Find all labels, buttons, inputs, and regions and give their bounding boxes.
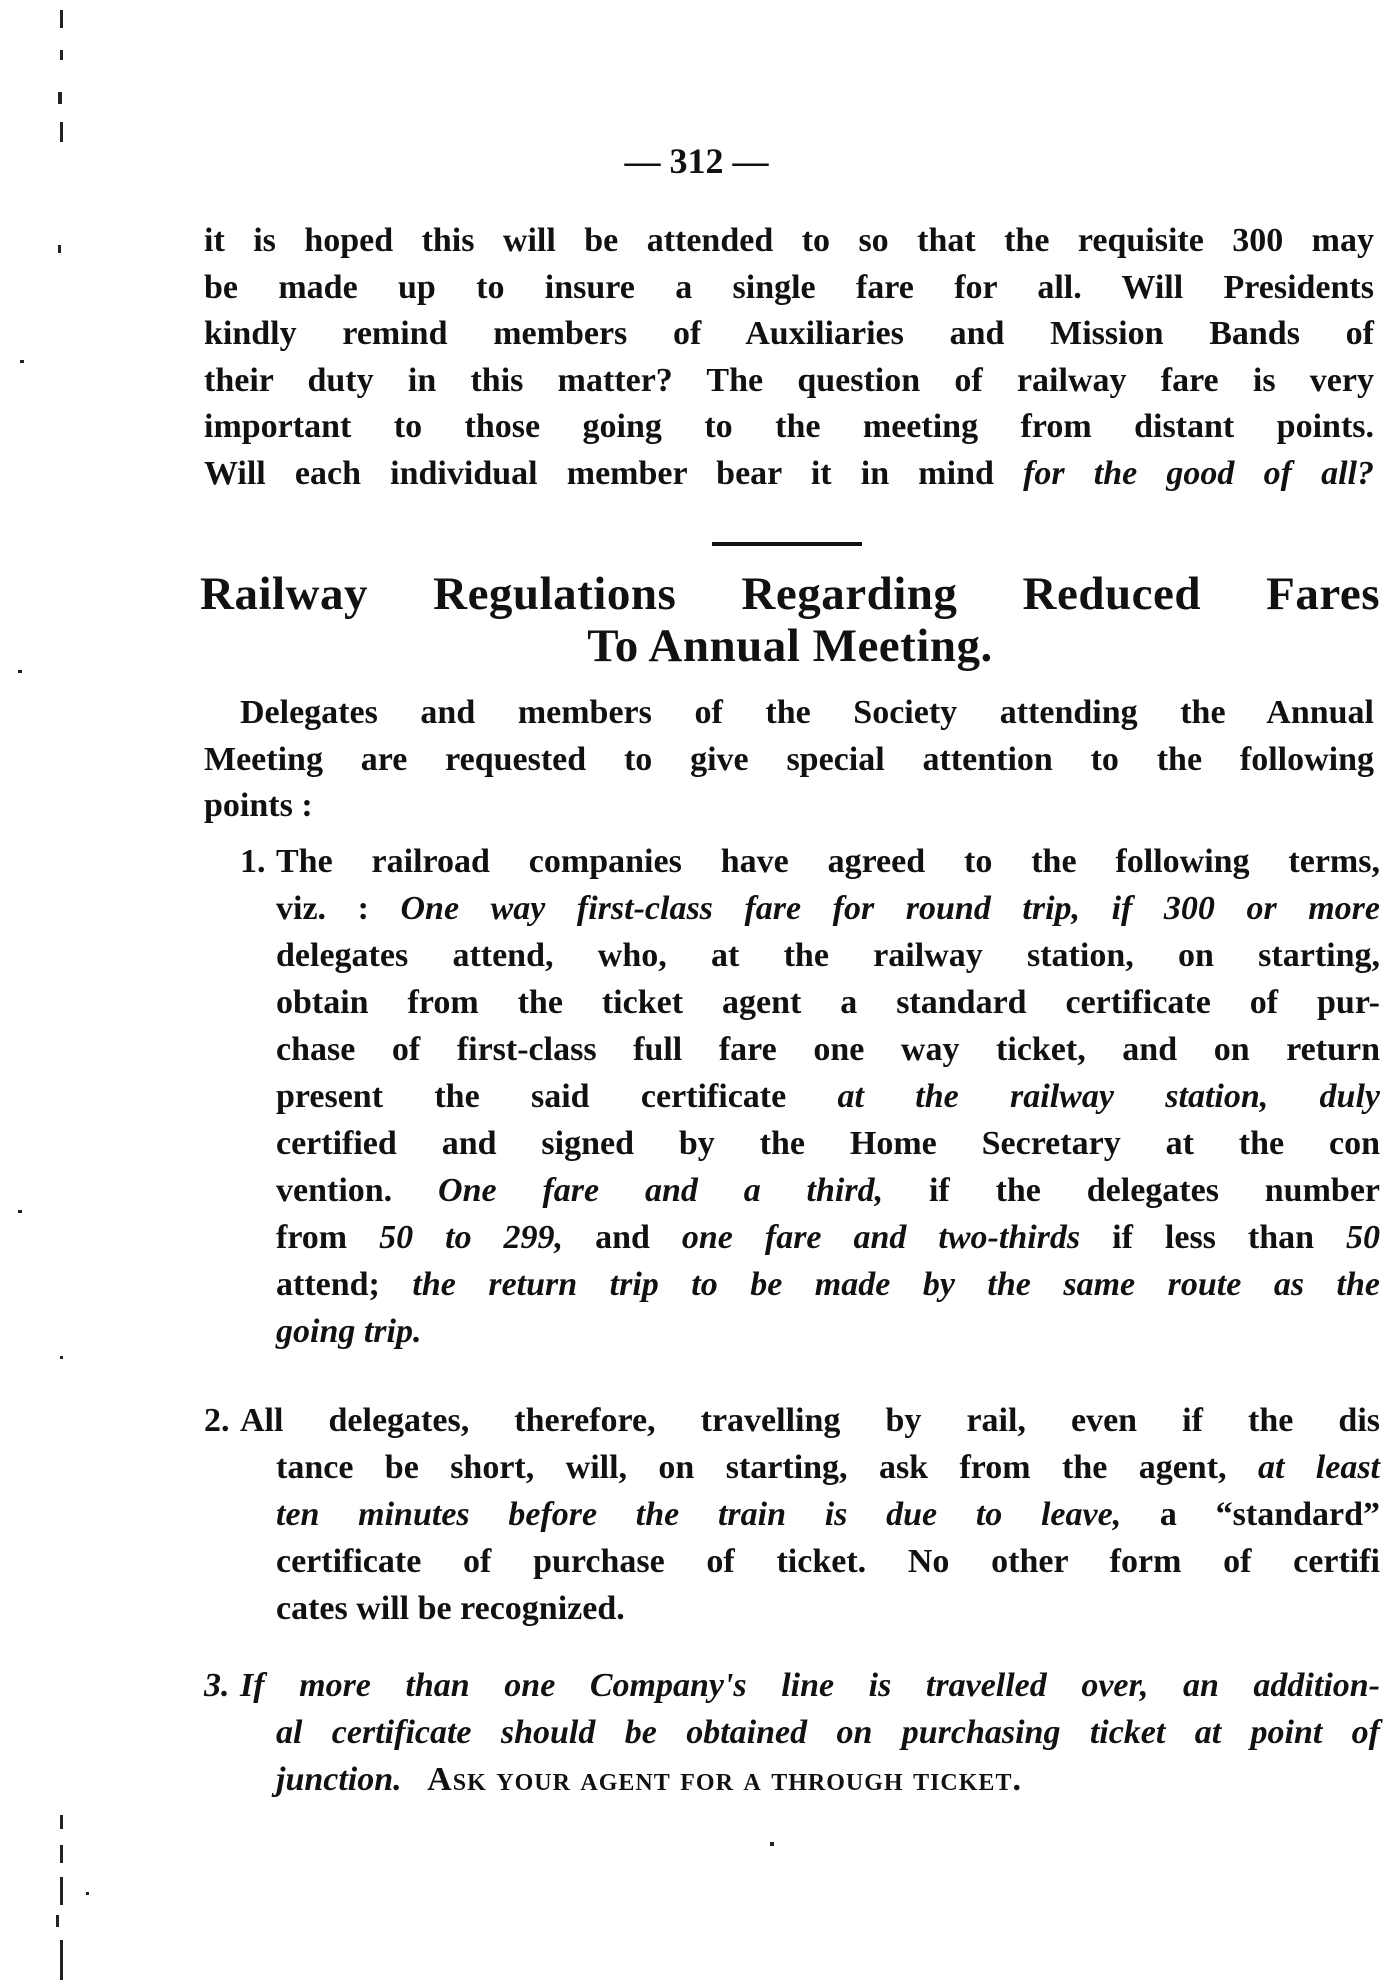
- item3-line-caps: Ask your agent for a through ticket.: [427, 1761, 1022, 1798]
- item3-line: If more than one Company's line is travelled over, an addition-: [240, 1667, 1380, 1704]
- item2-line-plain: tance be short, will, on starting, ask from the agent,: [276, 1449, 1227, 1486]
- lead-line: Delegates and members of the Society attending the Annual: [240, 694, 1374, 731]
- item1-line-italic: one fare and two-thirds: [681, 1219, 1081, 1256]
- item3-line-italic: junction.: [276, 1761, 402, 1798]
- item2-line: [276, 1491, 1380, 1538]
- item1-line: [276, 1261, 1380, 1308]
- item2-line: All delegates, therefore, travelling by rail, even if the dis: [240, 1402, 1380, 1439]
- list-item-number: 1.: [240, 843, 266, 880]
- item1-line-italic: at the railway station, duly: [837, 1078, 1380, 1115]
- intro-line: it is hoped this will be attended to so that the requisite 300 may: [204, 222, 1374, 259]
- heading-line-1: Railway Regulations Regarding Reduced Fares: [200, 568, 1380, 620]
- item1-line-plain: viz. :: [276, 890, 369, 927]
- intro-line-last: [204, 451, 1374, 498]
- item1-line-plain: vention.: [276, 1172, 393, 1209]
- item2-line: cates will be recognized.: [276, 1590, 625, 1627]
- item2-line-italic: at least: [1257, 1449, 1381, 1486]
- item3-line: al certificate should be obtained on purchasing ticket at point of: [276, 1714, 1380, 1751]
- heading-line-2: To Annual Meeting.: [587, 620, 993, 672]
- item1-line: going trip.: [276, 1313, 422, 1350]
- lead-line: Meeting are requested to give special attention to the following: [204, 740, 1374, 778]
- item2-line: certificate of purchase of ticket. No other form of certifi: [276, 1543, 1380, 1580]
- item2-line-plain: a “standard”: [1159, 1496, 1381, 1533]
- list-item-body: [276, 838, 1380, 1355]
- item1-line: certified and signed by the Home Secretary at the con: [276, 1125, 1380, 1162]
- item1-line-italic: the return trip to be made by the same route as the: [412, 1266, 1381, 1303]
- item1-line: obtain from the ticket agent a standard certificate of pur-: [276, 984, 1380, 1021]
- list-item-body: [240, 1397, 1380, 1632]
- page-number: — 312 —: [624, 141, 769, 181]
- item2-line: [276, 1444, 1380, 1491]
- item1-line-italic: 50: [1346, 1219, 1381, 1256]
- item1-line: [276, 885, 1380, 932]
- item1-line-plain: and: [595, 1219, 650, 1256]
- intro-paragraph: [204, 218, 1374, 497]
- intro-last-italic: for the good of all?: [1023, 454, 1375, 492]
- section-divider: [712, 542, 862, 546]
- item1-line: [276, 1167, 1380, 1214]
- item1-line: The railroad companies have agreed to the following terms,: [276, 843, 1380, 880]
- item1-line: [276, 1214, 1380, 1261]
- list-item-number: 2.: [204, 1402, 230, 1439]
- item1-line: [276, 1073, 1380, 1120]
- item2-line-italic: ten minutes before the train is due to leave,: [276, 1496, 1122, 1533]
- intro-line: kindly remind members of Auxiliaries and Mission Bands of: [204, 315, 1374, 352]
- intro-line: their duty in this matter? The question of railway fare is very: [204, 361, 1374, 399]
- section-heading: [200, 568, 1380, 672]
- intro-line: be made up to insure a single fare for all. Will Presidents: [204, 268, 1374, 306]
- intro-last-plain: Will each individual member bear it in mind: [204, 454, 994, 492]
- item1-line: chase of first-class full fare one way ticket, and on return: [276, 1031, 1380, 1068]
- item1-line-italic: 50 to 299,: [379, 1219, 564, 1256]
- item1-line-italic: One way first-class fare for round trip, if 300 or more: [400, 890, 1381, 927]
- intro-line: important to those going to the meeting from distant points.: [204, 408, 1374, 445]
- item3-line: [276, 1756, 1380, 1803]
- list-item-number: 3.: [204, 1667, 230, 1704]
- item1-line-plain: if the delegates number: [928, 1172, 1381, 1209]
- item1-line-italic: One fare and a third,: [438, 1172, 884, 1209]
- list-item-body: [240, 1662, 1380, 1803]
- item1-line: delegates attend, who, at the railway station, on starting,: [276, 937, 1380, 974]
- lead-paragraph: [204, 690, 1374, 830]
- item1-line-plain: present the said certificate: [276, 1078, 787, 1115]
- item1-line-plain: if less than: [1112, 1219, 1315, 1256]
- item1-line-plain: attend;: [276, 1266, 380, 1303]
- item1-line-plain: from: [276, 1219, 348, 1256]
- lead-line: points :: [204, 787, 313, 824]
